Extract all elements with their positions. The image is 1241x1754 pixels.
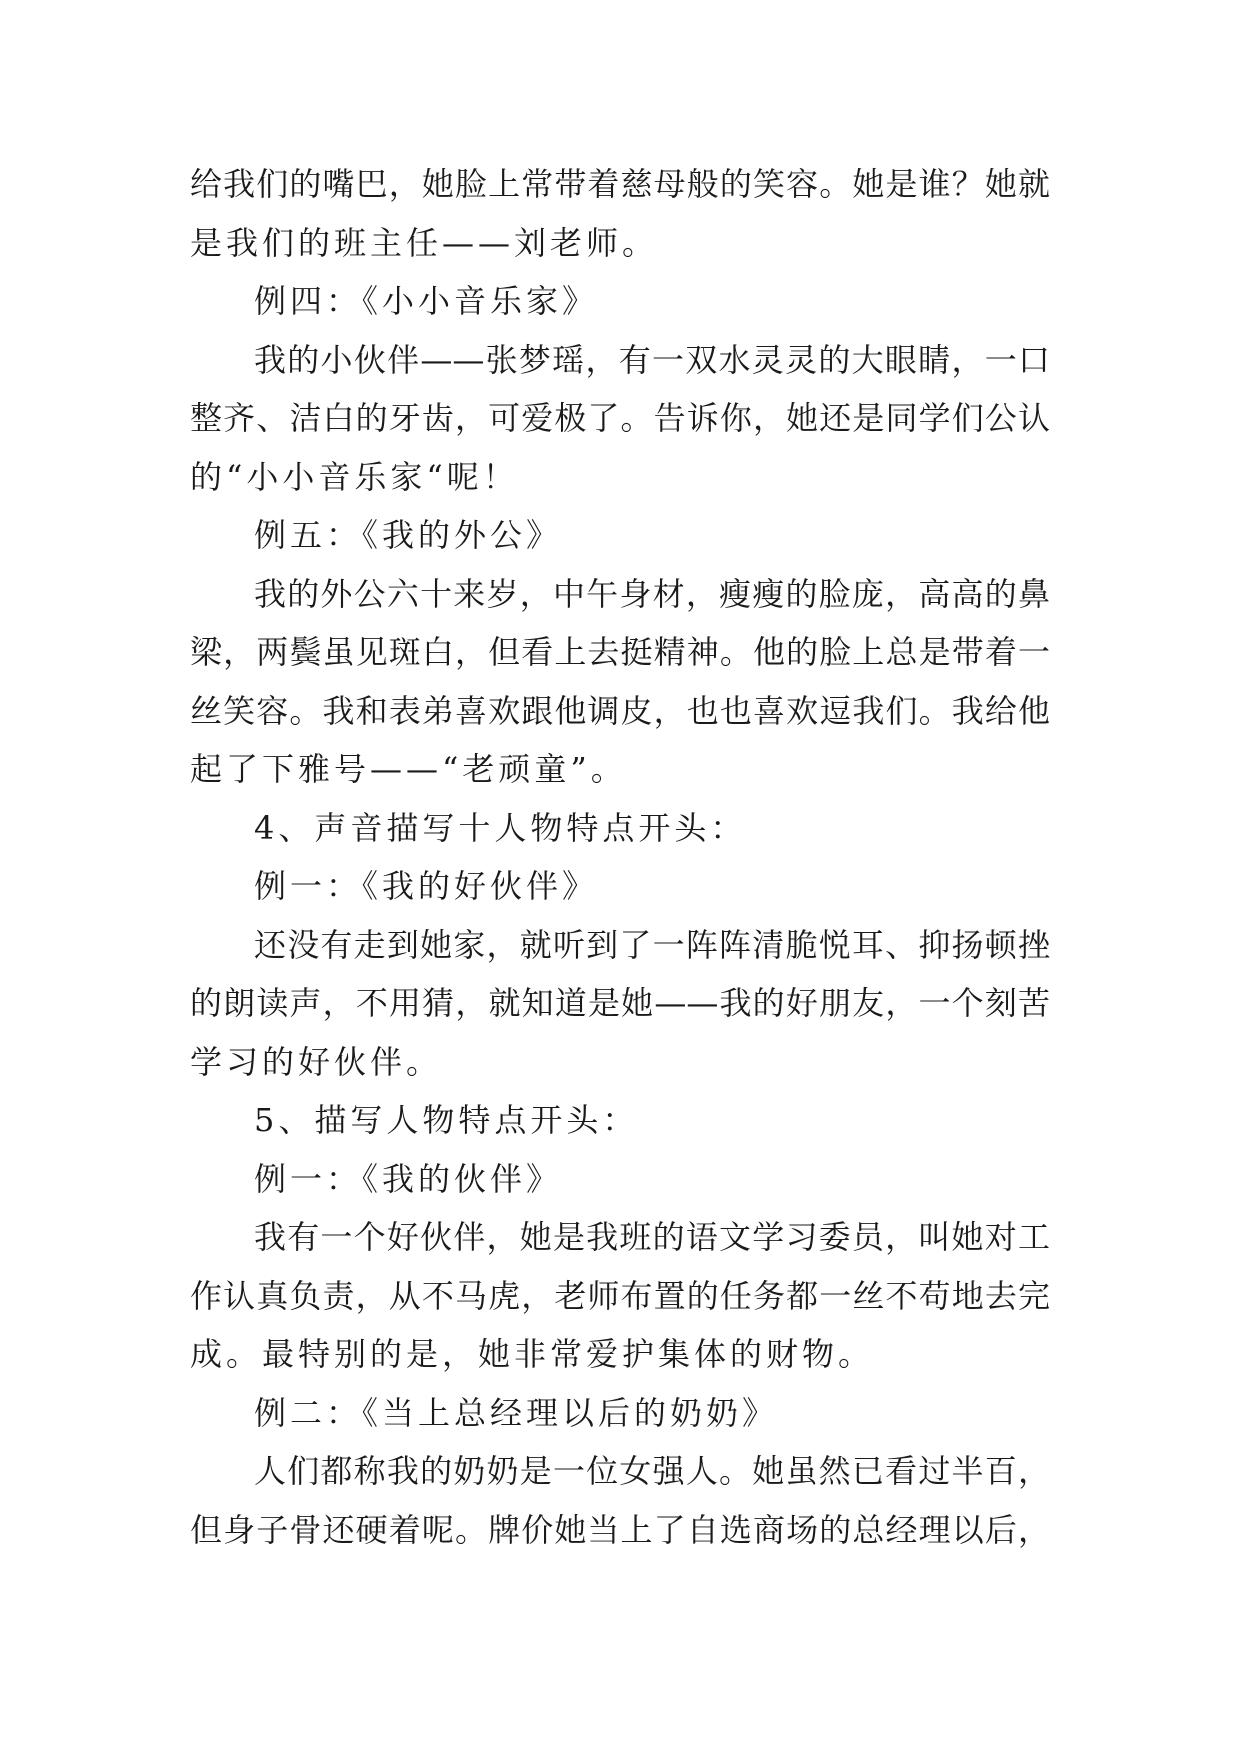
example-heading: 例二：《当上总经理以后的奶奶》 bbox=[254, 1393, 779, 1432]
text-line: 学习的好伙伴。 bbox=[190, 1042, 443, 1081]
example-heading: 例五：《我的外公》 bbox=[254, 516, 563, 554]
text-line: 但身子骨还硬着呢。牌价她当上了自选商场的总经理以后， bbox=[190, 1510, 1050, 1549]
text-line: 作认真负责，从不马虎，老师布置的任务都一丝不苟地去完 bbox=[190, 1276, 1050, 1315]
example-heading: 例四：《小小音乐家》 bbox=[254, 282, 599, 320]
document-body bbox=[190, 155, 1050, 1559]
text-line: 起了下雅号——“老顽童”。 bbox=[190, 750, 627, 788]
text-line: 我有一个好伙伴，她是我班的语文学习委员，叫她对工 bbox=[254, 1218, 1050, 1256]
text-line: 我的小伙伴——张梦瑶，有一双水灵灵的大眼睛，一口 bbox=[254, 340, 1050, 379]
text-line: 梁，两鬓虽见斑白，但看上去挺精神。他的脸上总是带着一 bbox=[190, 633, 1050, 671]
text-line: 丝笑容。我和表弟喜欢跟他调皮，也也喜欢逗我们。我给他 bbox=[190, 691, 1050, 730]
text-line: 还没有走到她家，就听到了一阵阵清脆悦耳、抑扬顿挫 bbox=[254, 925, 1050, 964]
text-line: 人们都称我的奶奶是一位女强人。她虽然已看过半百， bbox=[254, 1452, 1050, 1490]
text-line: 整齐、洁白的牙齿，可爱极了。告诉你，她还是同学们公认 bbox=[190, 399, 1050, 437]
text-line: 给我们的嘴巴，她脸上常带着慈母般的笑容。她是谁？她就 bbox=[190, 165, 1050, 203]
text-line: 成。最特别的是，她非常爱护集体的财物。 bbox=[190, 1335, 875, 1373]
section-heading: 4、声音描写十人物特点开头： bbox=[254, 808, 747, 847]
text-line: 我的外公六十来岁，中午身材，瘦瘦的脸庞，高高的鼻 bbox=[254, 574, 1050, 613]
text-line: 的朗读声，不用猜，就知道是她——我的好朋友，一个刻苦 bbox=[190, 984, 1050, 1022]
text-line: 是我们的班主任——刘老师。 bbox=[190, 223, 659, 262]
text-line: 的“小小音乐家“呢！ bbox=[190, 457, 519, 496]
example-heading: 例一：《我的好伙伴》 bbox=[254, 867, 599, 905]
example-heading: 例一：《我的伙伴》 bbox=[254, 1159, 563, 1198]
section-heading: 5、描写人物特点开头： bbox=[254, 1101, 639, 1139]
